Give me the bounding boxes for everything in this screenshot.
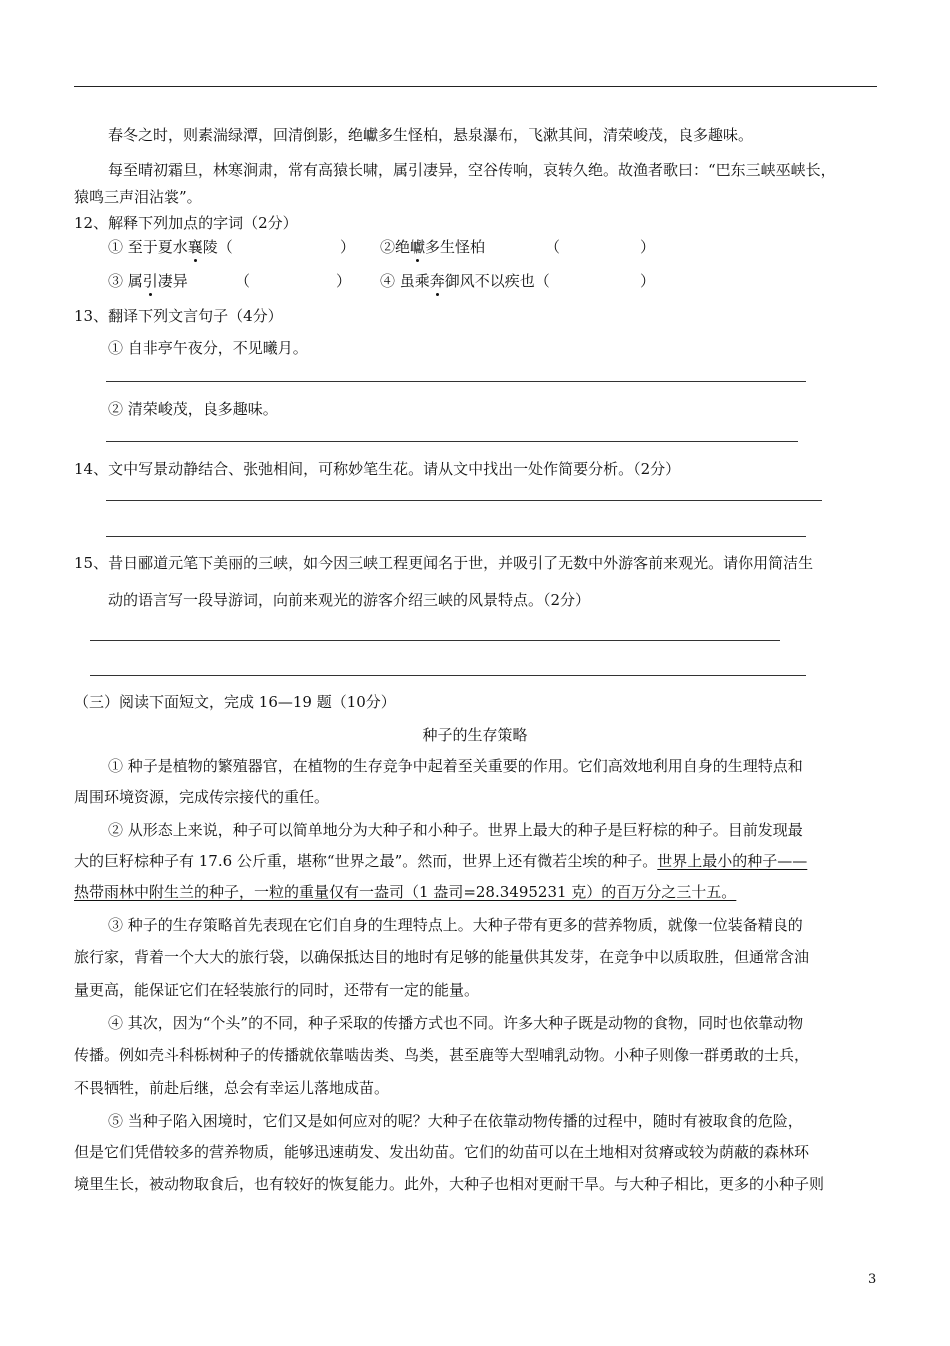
question-12-item-2 [380,237,485,257]
question-13-prompt: 13、翻译下列文言句子（4分） [74,307,283,325]
question-15-line-2: 动的语言写一段导游词，向前来观光的游客介绍三峡的风景特点。（2分） [108,591,591,609]
header-rule [74,86,877,87]
item-2-prefix: ②绝 [380,238,411,256]
item-4-suffix: 御风不以疾也（ [444,272,550,290]
para-2-line-2-text: 大的巨籽棕种子有 17.6 公斤重，堪称“世界之最”。然而，世界上还有微若尘埃的种子。 [74,852,658,870]
question-13-sentence-2: ② 清荣峻茂，良多趣味。 [108,400,278,418]
article-para-1-line-2: 周围环境资源，完成传宗接代的重任。 [74,788,330,806]
item-2-dotted-char: 巘 [410,238,426,256]
answer-line-15-1[interactable] [90,640,780,641]
answer-line-13-1[interactable] [106,381,806,382]
item-4-prefix: ④ 虽乘 [380,272,430,290]
question-14-prompt: 14、文中写景动静结合、张弛相间，可称妙笔生花。请从文中找出一处作简要分析。（2分） [74,460,681,478]
item-2-close-paren: ） [640,238,656,256]
article-para-5-line-3: 境里生长，被动物取食后，也有较好的恢复能力。此外，大种子也相对更耐干旱。与大种子相比，更多的小种子则 [74,1175,825,1193]
article-para-3-line-3: 量更高，能保证它们在轻装旅行的同时，还带有一定的能量。 [74,981,480,999]
article-para-3-line-1: ③ 种子的生存策略首先表现在它们自身的生理特点上。大种子带有更多的营养物质，就像一位装备精良的 [108,916,803,934]
item-3-prefix: ③ 属 [108,272,143,290]
article-para-4-line-2: 传播。例如壳斗科栎树种子的传播就依靠啮齿类、鸟类，甚至鹿等大型哺乳动物。小种子则像一群勇敢的士兵， [74,1046,810,1064]
question-15-line-1: 15、昔日郦道元笔下美丽的三峡，如今因三峡工程更闻名于世，并吸引了无数中外游客前来观光。请你用简洁生 [74,554,814,572]
para-2-underlined-text-2: 热带雨林中附生兰的种子，一粒的重量仅有一盎司（1 盎司=28.3495231 克）的百万分之三十五。 [74,883,737,901]
item-2-open-paren: （ [545,238,561,256]
article-para-5-line-1: ⑤ 当种子陷入困境时，它们又是如何应对的呢？大种子在依靠动物传播的过程中，随时有被取食的危险， [108,1112,803,1130]
item-4-close-paren: ） [640,272,656,290]
passage-paragraph-2-line-2: 猿鸣三声泪沾裳”。 [74,188,202,206]
question-12-item-4 [380,271,550,291]
article-para-1-line-1: ① 种子是植物的繁殖器官，在植物的生存竞争中起着至关重要的作用。它们高效地利用自身的生理特点和 [108,757,803,775]
article-title: 种子的生存策略 [422,726,528,744]
item-2-suffix: 多生怪柏 [425,238,486,256]
answer-line-15-2[interactable] [90,675,806,676]
article-para-4-line-3: 不畏牺牲，前赴后继，总会有幸运儿落地成苗。 [74,1079,390,1097]
article-para-5-line-2: 但是它们凭借较多的营养物质，能够迅速萌发、发出幼苗。它们的幼苗可以在土地相对贫瘠或较为荫蔽的森林环 [74,1143,810,1161]
item-3-open-paren: （ [235,272,251,290]
question-12-prompt: 12、解释下列加点的字词（2分） [74,214,298,232]
article-para-2-line-2 [74,851,807,871]
answer-line-14-2[interactable] [106,536,806,537]
item-1-prefix: ① 至于夏水 [108,238,188,256]
question-12-item-3 [108,271,188,291]
passage-paragraph-1: 春冬之时，则素湍绿潭，回清倒影，绝巘多生怪柏，悬泉瀑布，飞漱其间，清荣峻茂，良多趣味。 [108,126,754,144]
question-13-sentence-1: ① 自非亭午夜分，不见曦月。 [108,339,308,357]
answer-line-14-1[interactable] [106,500,822,501]
passage-paragraph-2-line-1: 每至晴初霜旦，林寒涧肃，常有高猿长啸，属引凄异，空谷传响，哀转久绝。故渔者歌曰：“巴东三峡巫峡长， [108,161,836,179]
item-4-dotted-char: 奔 [429,272,445,290]
article-para-4-line-1: ④ 其次，因为“个头”的不同，种子采取的传播方式也不同。许多大种子既是动物的食物，同时也依靠动物 [108,1014,804,1032]
item-3-close-paren: ） [336,272,352,290]
para-2-underlined-text-1: 世界上最小的种子—— [657,852,808,870]
question-12-item-1 [108,237,233,257]
item-1-suffix: 陵（ [202,238,233,256]
section-3-heading: （三）阅读下面短文，完成 16—19 题（10分） [74,693,396,711]
item-3-suffix: 凄异 [157,272,188,290]
item-1-dotted-char: 襄 [187,238,203,256]
article-para-2-line-1: ② 从形态上来说，种子可以简单地分为大种子和小种子。世界上最大的种子是巨籽棕的种子。目前发现最 [108,821,803,839]
item-3-dotted-char: 引 [142,272,158,290]
page-number: 3 [868,1272,877,1287]
article-para-3-line-2: 旅行家，背着一个大大的旅行袋，以确保抵达目的地时有足够的能量供其发芽，在竞争中以质取胜，但通常含油 [74,948,810,966]
item-1-close-paren: ） [340,238,356,256]
answer-line-13-2[interactable] [106,441,798,442]
